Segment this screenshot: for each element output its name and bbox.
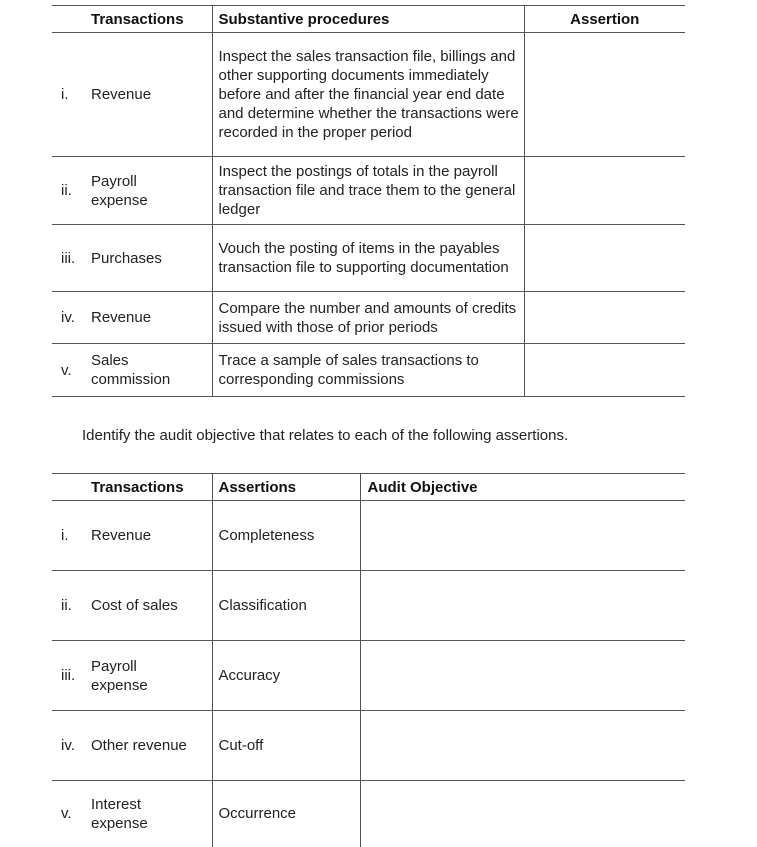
header-transactions: Transactions	[91, 10, 184, 28]
header-assertion: Assertion	[524, 6, 685, 33]
header-number	[52, 474, 88, 501]
assertion-cell: Accuracy	[212, 641, 360, 711]
assertion-cell[interactable]	[524, 33, 685, 157]
transaction-cell: Revenue	[91, 527, 152, 544]
transaction-cell: Payroll expense	[91, 657, 148, 694]
assertion-cell: Classification	[212, 571, 360, 641]
header-substantive-procedures: Substantive procedures	[212, 6, 524, 33]
row-number: iv.	[61, 737, 75, 754]
procedures-table	[52, 5, 685, 397]
transaction-cell: Revenue	[91, 309, 152, 326]
assertion-cell[interactable]	[524, 292, 685, 344]
row-number: iii.	[61, 249, 76, 267]
table-row	[52, 225, 685, 292]
transaction-cell: Revenue	[91, 86, 152, 103]
assertion-cell[interactable]	[524, 157, 685, 225]
audit-objective-cell[interactable]	[360, 641, 685, 711]
row-number: iv.	[61, 309, 75, 326]
table-row	[52, 781, 685, 847]
table-row	[52, 33, 685, 157]
procedure-cell: Trace a sample of sales transactions to corresponding commissions	[212, 344, 524, 397]
row-number: i.	[61, 527, 69, 544]
table-row	[52, 641, 685, 711]
table-row	[52, 501, 685, 571]
assertion-cell[interactable]	[524, 225, 685, 292]
audit-objective-cell[interactable]	[360, 501, 685, 571]
table-row	[52, 344, 685, 397]
audit-objective-cell[interactable]	[360, 711, 685, 781]
row-number: ii.	[61, 597, 72, 614]
transaction-cell: Interest expense	[91, 795, 148, 832]
table-row	[52, 292, 685, 344]
instruction-text: Identify the audit objective that relates to each of the following assertions.	[82, 427, 569, 444]
row-number: ii.	[61, 182, 72, 199]
assertion-cell: Occurrence	[212, 781, 360, 847]
transaction-cell: Cost of sales	[91, 597, 178, 614]
audit-objective-table	[52, 473, 685, 847]
procedure-cell: Compare the number and amounts of credits issued with those of prior periods	[212, 292, 524, 344]
header-transactions: Transactions	[91, 478, 184, 496]
row-number: iii.	[61, 667, 76, 684]
assertion-cell[interactable]	[524, 344, 685, 397]
transaction-cell: Purchases	[91, 249, 162, 267]
assertion-cell: Completeness	[212, 501, 360, 571]
audit-objective-cell[interactable]	[360, 781, 685, 847]
audit-objective-cell[interactable]	[360, 571, 685, 641]
transaction-cell: Payroll expense	[91, 172, 148, 209]
audit-objective-table-header	[52, 474, 685, 501]
table-row	[52, 157, 685, 225]
row-number: i.	[61, 86, 69, 103]
header-audit-objective: Audit Objective	[360, 474, 685, 501]
procedure-cell: Inspect the sales transaction file, billings and other supporting documents immediately before and after the financial year end date and determine whether the transactions were recorded in the proper period	[212, 33, 524, 157]
procedure-cell: Inspect the postings of totals in the payroll transaction file and trace them to the general ledger	[212, 157, 524, 225]
header-assertions: Assertions	[212, 474, 360, 501]
table-row	[52, 711, 685, 781]
procedures-table-header	[52, 6, 685, 33]
table-row	[52, 571, 685, 641]
assertion-cell: Cut-off	[212, 711, 360, 781]
row-number: v.	[61, 361, 72, 379]
header-number	[52, 6, 88, 33]
transaction-cell: Other revenue	[91, 737, 187, 754]
transaction-cell: Sales commission	[91, 352, 171, 388]
procedure-cell: Vouch the posting of items in the payables transaction file to supporting documentation	[212, 225, 524, 292]
row-number: v.	[61, 805, 72, 823]
